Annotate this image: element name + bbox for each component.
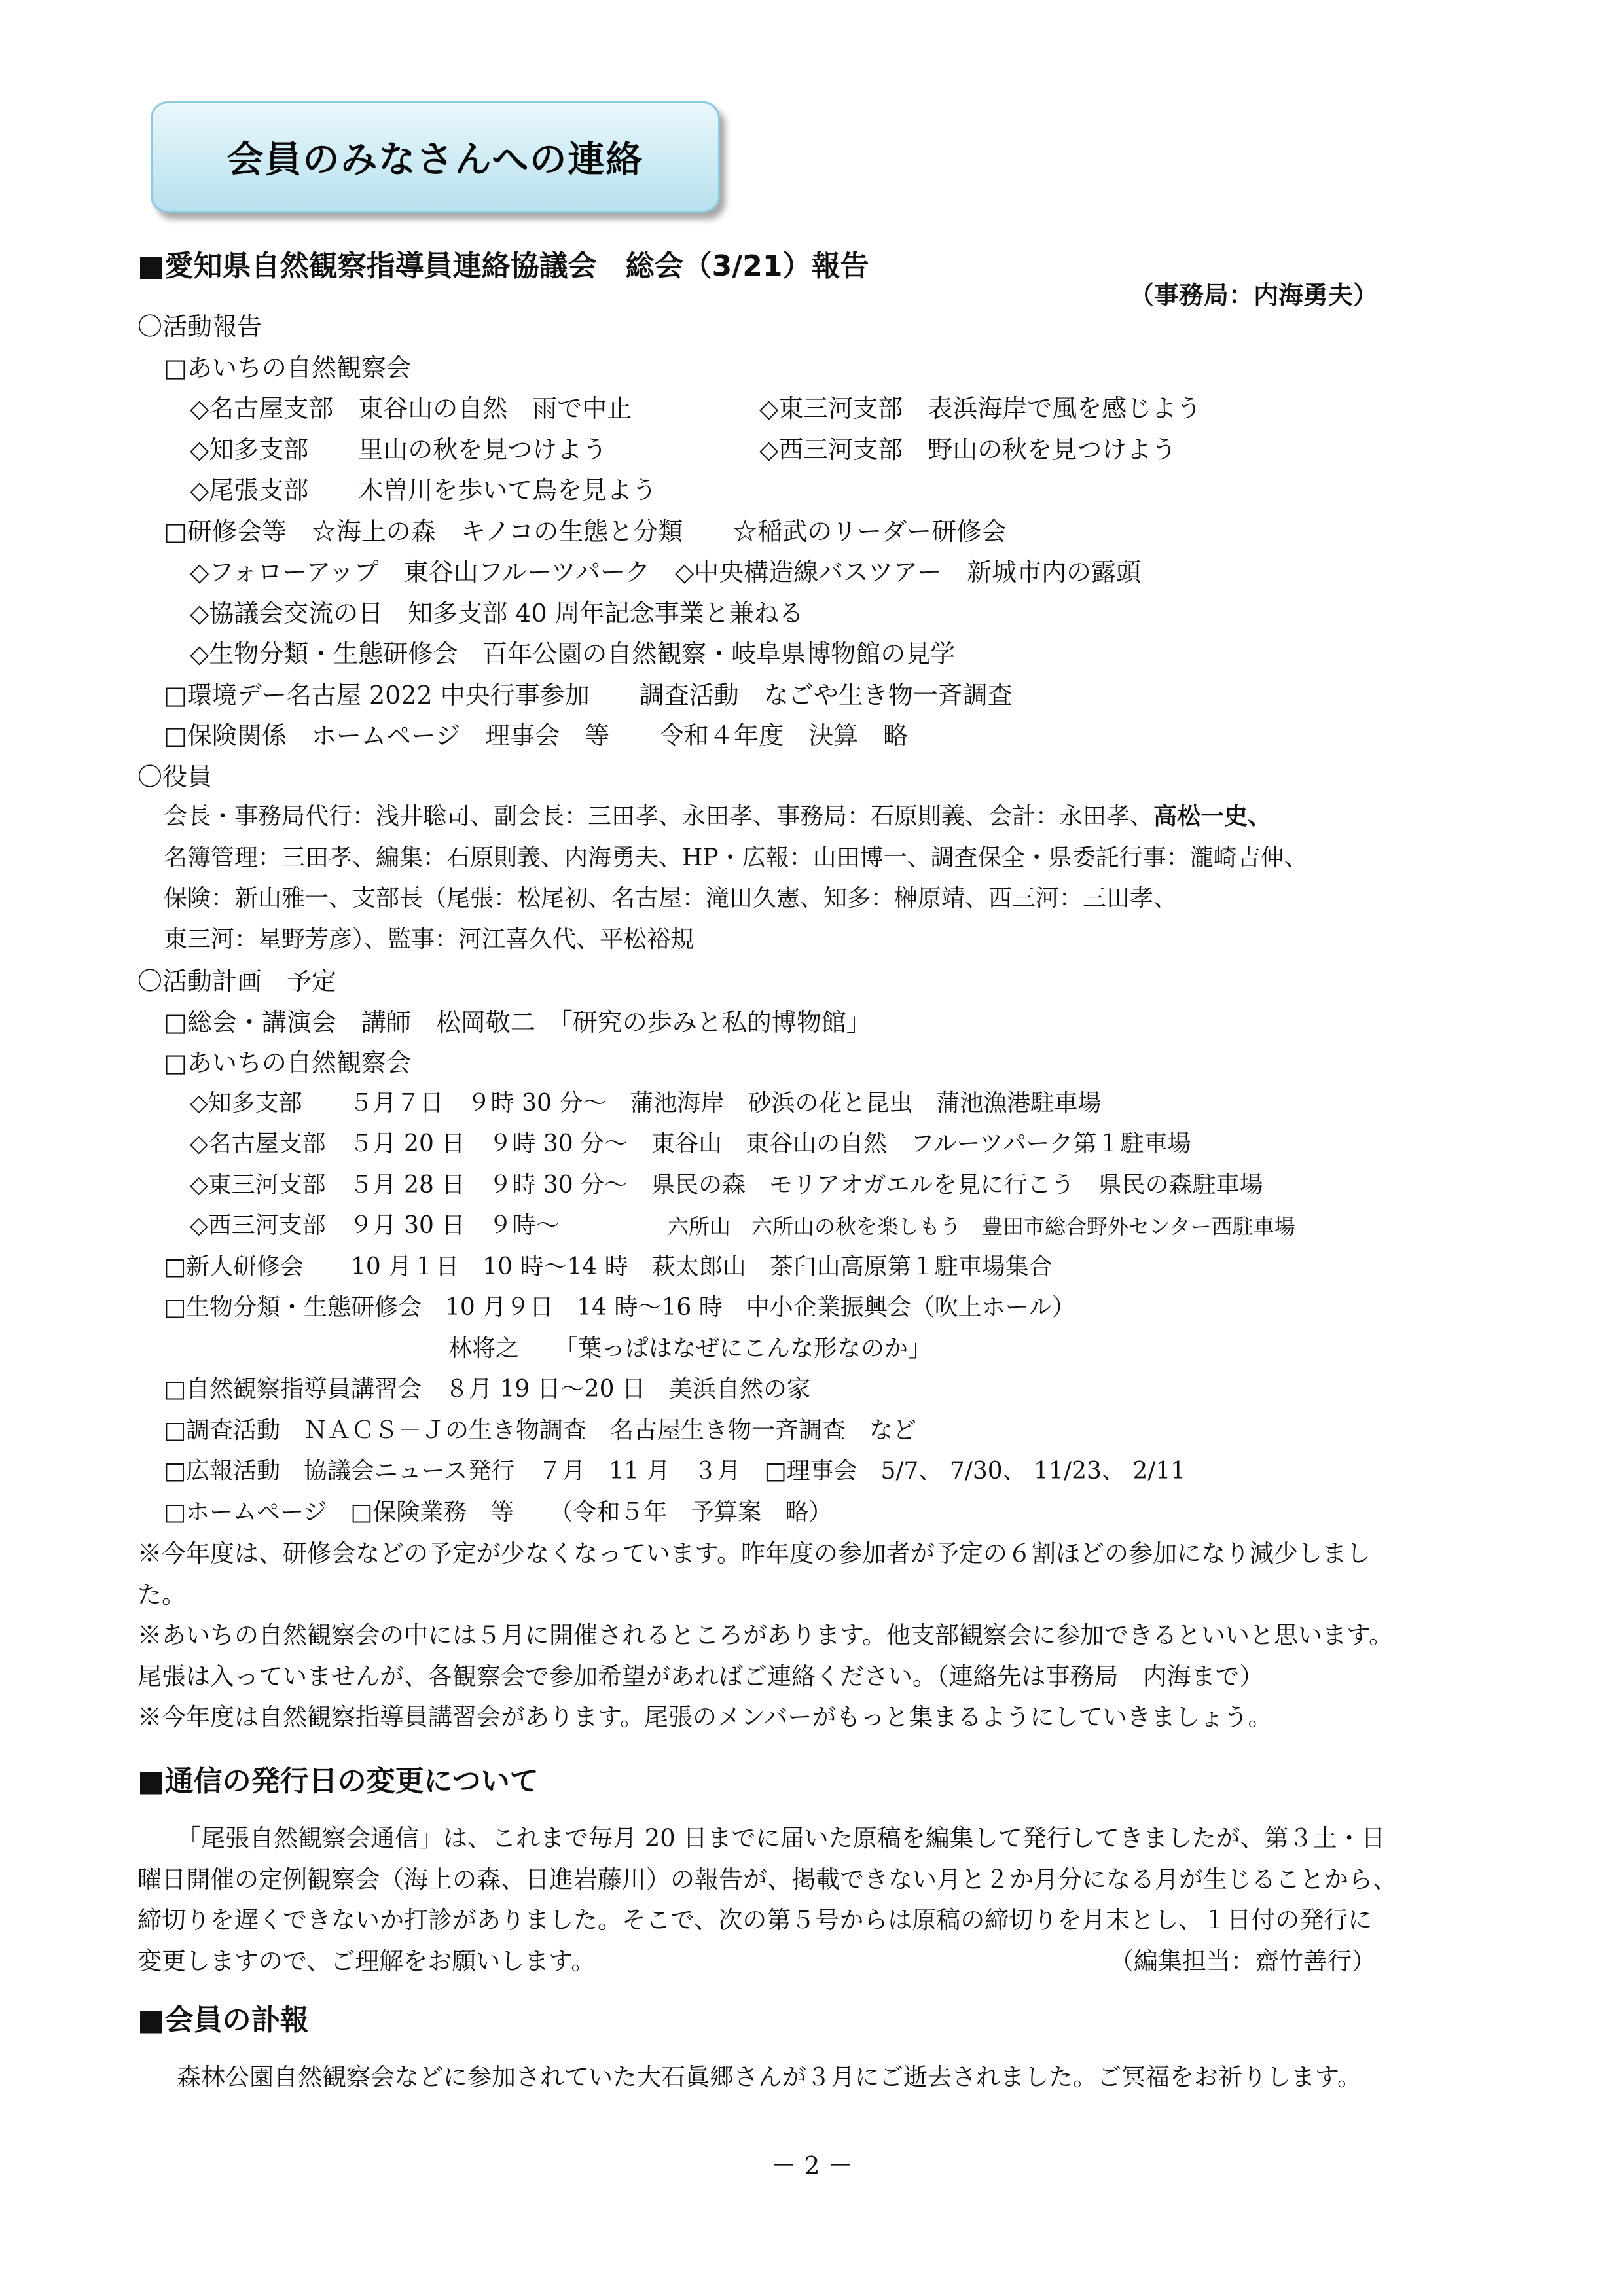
plan-chita: ◇知多支部 ５月７日 ９時 30 分～ 蒲池海岸 砂浜の花と昆虫 蒲池漁港駐車場 xyxy=(190,1090,1102,1117)
plan-nishimikawa-date: ◇西三河支部 ９月 30 日 ９時～ xyxy=(190,1212,560,1239)
officers-line-3: 保険：新山雅一、支部長（尾張：松尾初、名古屋：滝田久憲、知多：榊原靖、西三河：三田孝、 xyxy=(164,885,1178,912)
report-training: □研修会等 ☆海上の森 キノコの生態と分類 ☆稲武のリーダー研修会 xyxy=(164,517,1007,546)
plan-survey: □調査活動 ＮＡＣＳ－Ｊの生き物調査 名古屋生き物一斉調査 など xyxy=(164,1417,917,1444)
note-2a: ※あいちの自然観察会の中には５月に開催されるところがあります。他支部観察会に参加できるといいと思います。 xyxy=(137,1621,1394,1649)
publication-author: （編集担当：齋竹善行） xyxy=(1110,1947,1376,1975)
note-3: ※今年度は自然観察指導員講習会があります。尾張のメンバーがもっと集まるようにしていきましょう。 xyxy=(137,1703,1272,1731)
plan-bio: □生物分類・生態研修会 10 月９日 14 時～16 時 中小企業振興会（吹上ホール） xyxy=(164,1294,1076,1321)
plan-newcomer: □新人研修会 10 月１日 10 時～14 時 萩太郎山 茶臼山高原第１駐車場集合 xyxy=(164,1253,1053,1280)
plan-pr: □広報活動 協議会ニュース発行 ７月 11 月 ３月 □理事会 5/7、 7/30、 11/23、 2/11 xyxy=(164,1458,1186,1484)
plan-label: 〇活動計画 予定 xyxy=(137,967,337,996)
report-insurance: □保険関係 ホームページ 理事会 等 令和４年度 決算 略 xyxy=(164,721,909,750)
publication-p3: 締切りを遅くできないか打診がありました。そこで、次の第５号からは原稿の締切りを月末とし、１日付の発行に xyxy=(137,1906,1373,1934)
note-2b: 尾張は入っていませんが、各観察会で参加希望があればご連絡ください。（連絡先は事務局 内海まで） xyxy=(137,1662,1264,1691)
plan-instructor: □自然観察指導員講習会 ８月 19 日～20 日 美浜自然の家 xyxy=(164,1376,810,1403)
officers-line-2: 名簿管理：三田孝、編集：石原則義、内海勇夫、HP・広報：山田博一、調査保全・県委託行事：瀧崎吉伸、 xyxy=(164,844,1308,871)
section-heading-publication-date: ■通信の発行日の変更について xyxy=(137,1765,539,1798)
officers-highlight: 高松一史、 xyxy=(1153,803,1272,830)
obituary-p1: 森林公園自然観察会などに参加されていた大石眞郷さんが３月にご逝去されました。ご冥福をお祈りします。 xyxy=(177,2063,1362,2091)
plan-nagoya: ◇名古屋支部 ５月 20 日 ９時 30 分～ 東谷山 東谷山の自然 フルーツパーク第１駐車場 xyxy=(190,1130,1191,1157)
officers-line-4: 東三河：星野芳彦）、監事：河江喜久代、平松裕規 xyxy=(164,926,695,953)
plan-aichi-label: □あいちの自然観察会 xyxy=(164,1049,411,1077)
plan-higashimikawa: ◇東三河支部 ５月 28 日 ９時 30 分～ 県民の森 モリアオガエルを見に行こう 県民の森駐車場 xyxy=(190,1172,1263,1198)
report-followup: ◇フォローアップ 東谷山フルーツパーク ◇中央構造線バスツアー 新城市内の露頭 xyxy=(190,558,1142,586)
activity-report-label: 〇活動報告 xyxy=(137,312,262,341)
note-1b: た。 xyxy=(137,1581,186,1609)
officers-line-1: 会長・事務局代行：浅井聡司、副会長：三田孝、永田孝、事務局：石原則義、会計：永田孝、高松一史、 xyxy=(164,803,1272,830)
plan-nishimikawa-detail: 六所山 六所山の秋を楽しもう 豊田市総合野外センター西駐車場 xyxy=(668,1214,1295,1239)
section-heading-general-meeting: ■愛知県自然観察指導員連絡協議会 総会（3/21）報告 xyxy=(137,249,869,283)
note-1a: ※今年度は、研修会などの予定が少なくなっています。昨年度の参加者が予定の６割ほどの参加になり減少しまし xyxy=(137,1539,1371,1568)
publication-p1: 「尾張自然観察会通信」は、これまで毎月 20 日までに届いた原稿を編集して発行してきましたが、第３土・日 xyxy=(177,1824,1386,1852)
plan-hp: □ホームページ □保険業務 等 （令和５年 予算案 略） xyxy=(164,1499,833,1526)
report-bio: ◇生物分類・生態研修会 百年公園の自然観察・岐阜県博物館の見学 xyxy=(190,639,956,668)
report-nishimikawa: ◇西三河支部 野山の秋を見つけよう xyxy=(759,435,1177,464)
publication-p4: 変更しますので、ご理解をお願いします。 xyxy=(137,1947,596,1975)
plan-bio-sub: 林将之 「葉っぱはなぜにこんな形なのか」 xyxy=(448,1335,932,1362)
report-higashimikawa: ◇東三河支部 表浜海岸で風を感じよう xyxy=(759,394,1202,423)
report-chita: ◇知多支部 里山の秋を見つけよう xyxy=(190,435,607,464)
plan-lecture: □総会・講演会 講師 松岡敬二 「研究の歩みと私的博物館」 xyxy=(164,1008,871,1037)
page-title: 会員のみなさんへの連絡 xyxy=(226,139,644,181)
report-nagoya: ◇名古屋支部 東谷山の自然 雨で中止 xyxy=(190,394,632,423)
officers-label: 〇役員 xyxy=(137,762,213,791)
section-author: （事務局：内海勇夫） xyxy=(1129,281,1379,310)
aichi-observation-label: □あいちの自然観察会 xyxy=(164,353,411,382)
report-exchange: ◇協議会交流の日 知多支部 40 周年記念事業と兼ねる xyxy=(190,599,804,628)
section-heading-obituary: ■会員の訃報 xyxy=(137,2003,309,2037)
title-box xyxy=(151,101,720,213)
report-owari: ◇尾張支部 木曽川を歩いて鳥を見よう xyxy=(190,476,657,505)
report-env: □環境デー名古屋 2022 中央行事参加 調査活動 なごや生き物一斉調査 xyxy=(164,681,1013,709)
publication-p2: 曜日開催の定例観察会（海上の森、日進岩藤川）の報告が、掲載できない月と２か月分になる月が生じることから、 xyxy=(137,1865,1397,1893)
page-number: － 2 － xyxy=(771,2151,853,2180)
